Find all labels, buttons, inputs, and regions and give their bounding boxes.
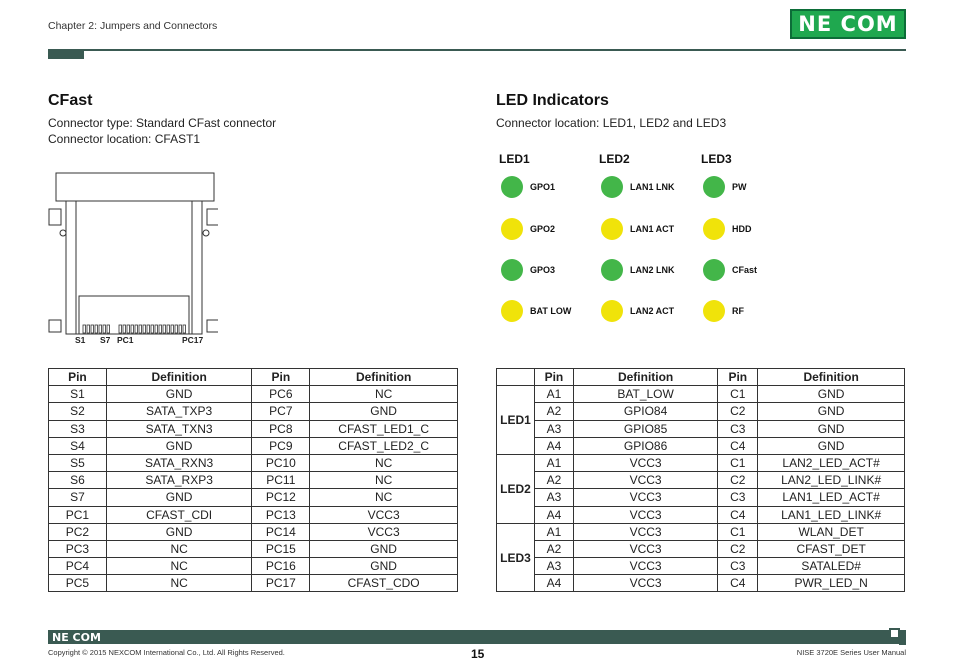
table-cell: PC13 — [252, 506, 310, 523]
table-cell: C1 — [718, 523, 758, 540]
table-cell: PC8 — [252, 420, 310, 437]
table-cell: C3 — [718, 420, 758, 437]
table-cell: PWR_LED_N — [758, 575, 905, 592]
led-indicator-label: GPO2 — [530, 224, 556, 234]
table-cell: CFAST_DET — [758, 540, 905, 557]
table-row — [497, 489, 905, 506]
table-cell: GND — [758, 403, 905, 420]
table-row — [497, 506, 905, 523]
table-cell: VCC3 — [573, 489, 717, 506]
table-cell: NC — [310, 472, 458, 489]
table-cell: SATA_TXN3 — [106, 420, 252, 437]
led-indicator-dot — [601, 176, 623, 198]
table-row — [497, 558, 905, 575]
table-cell: CFAST_CDI — [106, 506, 252, 523]
table-cell: GPIO86 — [573, 437, 717, 454]
table-cell: VCC3 — [573, 454, 717, 471]
table-cell: C2 — [718, 472, 758, 489]
table-cell: A2 — [534, 540, 573, 557]
table-cell: VCC3 — [573, 506, 717, 523]
table-cell: S5 — [49, 454, 107, 471]
led-table-header — [497, 369, 905, 386]
table-cell: PC2 — [49, 523, 107, 540]
table-cell: SATA_RXP3 — [106, 472, 252, 489]
led-indicator-label: LAN2 ACT — [630, 306, 675, 316]
table-cell: SATA_TXP3 — [106, 403, 252, 420]
cfast-title: CFast — [48, 92, 93, 109]
column-header: Definition — [106, 369, 252, 386]
table-cell: S6 — [49, 472, 107, 489]
chapter-title: Chapter 2: Jumpers and Connectors — [48, 20, 218, 32]
table-cell: GND — [758, 437, 905, 454]
table-row — [497, 403, 905, 420]
cfast-pin-table — [48, 368, 458, 592]
table-cell: GND — [106, 523, 252, 540]
table-cell: SATALED# — [758, 558, 905, 575]
led-group-label: LED2 — [497, 454, 535, 523]
led-indicator-dot — [703, 218, 725, 240]
footer-square-2 — [899, 638, 906, 645]
table-cell: GND — [310, 403, 458, 420]
table-row — [49, 540, 458, 557]
led-indicator-dot — [501, 300, 523, 322]
led-column-header: LED3 — [701, 152, 732, 166]
cfast-type: Connector type: Standard CFast connector — [48, 116, 277, 130]
table-row — [497, 540, 905, 557]
table-row — [49, 575, 458, 592]
table-cell: WLAN_DET — [758, 523, 905, 540]
table-cell: VCC3 — [573, 558, 717, 575]
page-number: 15 — [471, 647, 485, 661]
cfast-table-header — [49, 369, 458, 386]
table-cell: PC6 — [252, 386, 310, 403]
led-indicator-dot — [703, 259, 725, 281]
table-cell: VCC3 — [310, 506, 458, 523]
table-cell: A1 — [534, 386, 573, 403]
table-cell: GND — [758, 420, 905, 437]
table-cell: PC17 — [252, 575, 310, 592]
table-cell: NC — [106, 540, 252, 557]
table-cell: GND — [310, 540, 458, 557]
header-accent — [48, 51, 84, 59]
table-cell: GPIO84 — [573, 403, 717, 420]
table-row — [49, 506, 458, 523]
led-column-header: LED1 — [499, 152, 530, 166]
table-cell: C4 — [718, 437, 758, 454]
table-cell: VCC3 — [310, 523, 458, 540]
table-cell: LAN2_LED_ACT# — [758, 454, 905, 471]
table-row — [49, 386, 458, 403]
led-indicator-label: LAN2 LNK — [630, 265, 675, 275]
table-row — [49, 437, 458, 454]
table-cell: A4 — [534, 506, 573, 523]
nexcom-logo — [790, 9, 906, 39]
led-indicator-dot — [601, 218, 623, 240]
table-cell: GND — [106, 437, 252, 454]
table-cell: LAN1_LED_ACT# — [758, 489, 905, 506]
cfast-connector-drawing — [48, 172, 218, 350]
table-cell: VCC3 — [573, 540, 717, 557]
led-indicator-label: PW — [732, 182, 747, 192]
table-row — [49, 489, 458, 506]
logo-text: NE COM — [798, 12, 898, 36]
table-cell: C1 — [718, 386, 758, 403]
table-cell: PC7 — [252, 403, 310, 420]
table-cell: NC — [310, 454, 458, 471]
table-cell: C4 — [718, 506, 758, 523]
column-header: Pin — [252, 369, 310, 386]
label-pc17: PC17 — [182, 335, 204, 345]
column-header: Pin — [49, 369, 107, 386]
table-row — [49, 403, 458, 420]
led-indicator-label: LAN1 LNK — [630, 182, 675, 192]
table-cell: GPIO85 — [573, 420, 717, 437]
table-cell: S3 — [49, 420, 107, 437]
label-s7: S7 — [100, 335, 111, 345]
led-indicator-label: LAN1 ACT — [630, 224, 675, 234]
column-header: Pin — [718, 369, 758, 386]
table-cell: S2 — [49, 403, 107, 420]
led-indicator-dot — [601, 300, 623, 322]
table-cell: SATA_RXN3 — [106, 454, 252, 471]
table-cell: LAN1_LED_LINK# — [758, 506, 905, 523]
footer-square-1 — [891, 630, 898, 637]
table-cell: PC3 — [49, 540, 107, 557]
led-pin-table — [496, 368, 905, 592]
label-s1: S1 — [75, 335, 86, 345]
led-indicator-label: CFast — [732, 265, 758, 275]
footer-logo: NE COM — [52, 631, 101, 644]
table-cell: A3 — [534, 558, 573, 575]
table-cell: CFAST_LED1_C — [310, 420, 458, 437]
column-header: Definition — [758, 369, 905, 386]
table-cell: A4 — [534, 437, 573, 454]
table-row — [497, 386, 905, 403]
led-indicator-label: HDD — [732, 224, 752, 234]
table-row — [497, 523, 905, 540]
table-row — [49, 454, 458, 471]
table-cell: VCC3 — [573, 523, 717, 540]
table-cell: BAT_LOW — [573, 386, 717, 403]
table-cell: PC9 — [252, 437, 310, 454]
led-indicator-dot — [501, 259, 523, 281]
table-row — [497, 575, 905, 592]
led-indicator-dot — [703, 300, 725, 322]
table-row — [49, 523, 458, 540]
table-cell: PC11 — [252, 472, 310, 489]
table-cell: A3 — [534, 489, 573, 506]
led-indicator-dot — [601, 259, 623, 281]
table-row — [497, 437, 905, 454]
table-cell: GND — [106, 386, 252, 403]
led-indicator-label: RF — [732, 306, 744, 316]
led-indicator-label: BAT LOW — [530, 306, 572, 316]
table-cell: VCC3 — [573, 575, 717, 592]
column-header: Pin — [534, 369, 573, 386]
table-row — [49, 558, 458, 575]
table-cell: A1 — [534, 523, 573, 540]
led-group-label: LED1 — [497, 386, 535, 455]
table-cell: VCC3 — [573, 472, 717, 489]
footer-bar — [48, 630, 906, 644]
table-cell: C3 — [718, 558, 758, 575]
copyright-text: Copyright © 2015 NEXCOM International Co., Ltd. All Rights Reserved. — [48, 648, 285, 657]
table-cell: PC10 — [252, 454, 310, 471]
table-cell: PC16 — [252, 558, 310, 575]
table-cell: S1 — [49, 386, 107, 403]
led-indicator-label: GPO3 — [530, 265, 556, 275]
led-column-header: LED2 — [599, 152, 630, 166]
table-row — [497, 420, 905, 437]
table-cell: PC4 — [49, 558, 107, 575]
table-cell: NC — [106, 558, 252, 575]
led-indicator-label: GPO1 — [530, 182, 556, 192]
table-cell: PC1 — [49, 506, 107, 523]
table-cell: A1 — [534, 454, 573, 471]
table-row — [49, 472, 458, 489]
manual-title: NISE 3720E Series User Manual — [796, 648, 906, 657]
led-location: Connector location: LED1, LED2 and LED3 — [496, 116, 727, 130]
table-cell: S4 — [49, 437, 107, 454]
column-header: Definition — [573, 369, 717, 386]
table-cell: A2 — [534, 403, 573, 420]
table-cell: LAN2_LED_LINK# — [758, 472, 905, 489]
table-cell: NC — [310, 386, 458, 403]
table-cell: PC12 — [252, 489, 310, 506]
table-cell: C3 — [718, 489, 758, 506]
table-cell: NC — [310, 489, 458, 506]
table-cell: GND — [758, 386, 905, 403]
cfast-connector-diagram — [48, 172, 218, 355]
table-cell: C2 — [718, 540, 758, 557]
table-cell: CFAST_LED2_C — [310, 437, 458, 454]
column-header: Definition — [310, 369, 458, 386]
table-row — [497, 454, 905, 471]
cfast-location: Connector location: CFAST1 — [48, 132, 201, 146]
table-cell: NC — [106, 575, 252, 592]
led-group-label: LED3 — [497, 523, 535, 592]
table-cell: C1 — [718, 454, 758, 471]
led-title: LED Indicators — [496, 92, 609, 109]
table-cell: CFAST_CDO — [310, 575, 458, 592]
table-row — [49, 420, 458, 437]
table-cell: GND — [106, 489, 252, 506]
table-cell: S7 — [49, 489, 107, 506]
table-cell: A2 — [534, 472, 573, 489]
table-cell: A4 — [534, 575, 573, 592]
table-cell: PC14 — [252, 523, 310, 540]
led-indicator-dot — [501, 218, 523, 240]
table-cell: A3 — [534, 420, 573, 437]
table-row — [497, 472, 905, 489]
table-cell: C2 — [718, 403, 758, 420]
led-indicator-dot — [703, 176, 725, 198]
table-cell: C4 — [718, 575, 758, 592]
table-cell: PC5 — [49, 575, 107, 592]
header-rule — [48, 49, 906, 51]
label-pc1: PC1 — [117, 335, 134, 345]
table-cell: GND — [310, 558, 458, 575]
table-cell: PC15 — [252, 540, 310, 557]
led-indicator-dot — [501, 176, 523, 198]
column-header — [497, 369, 535, 386]
